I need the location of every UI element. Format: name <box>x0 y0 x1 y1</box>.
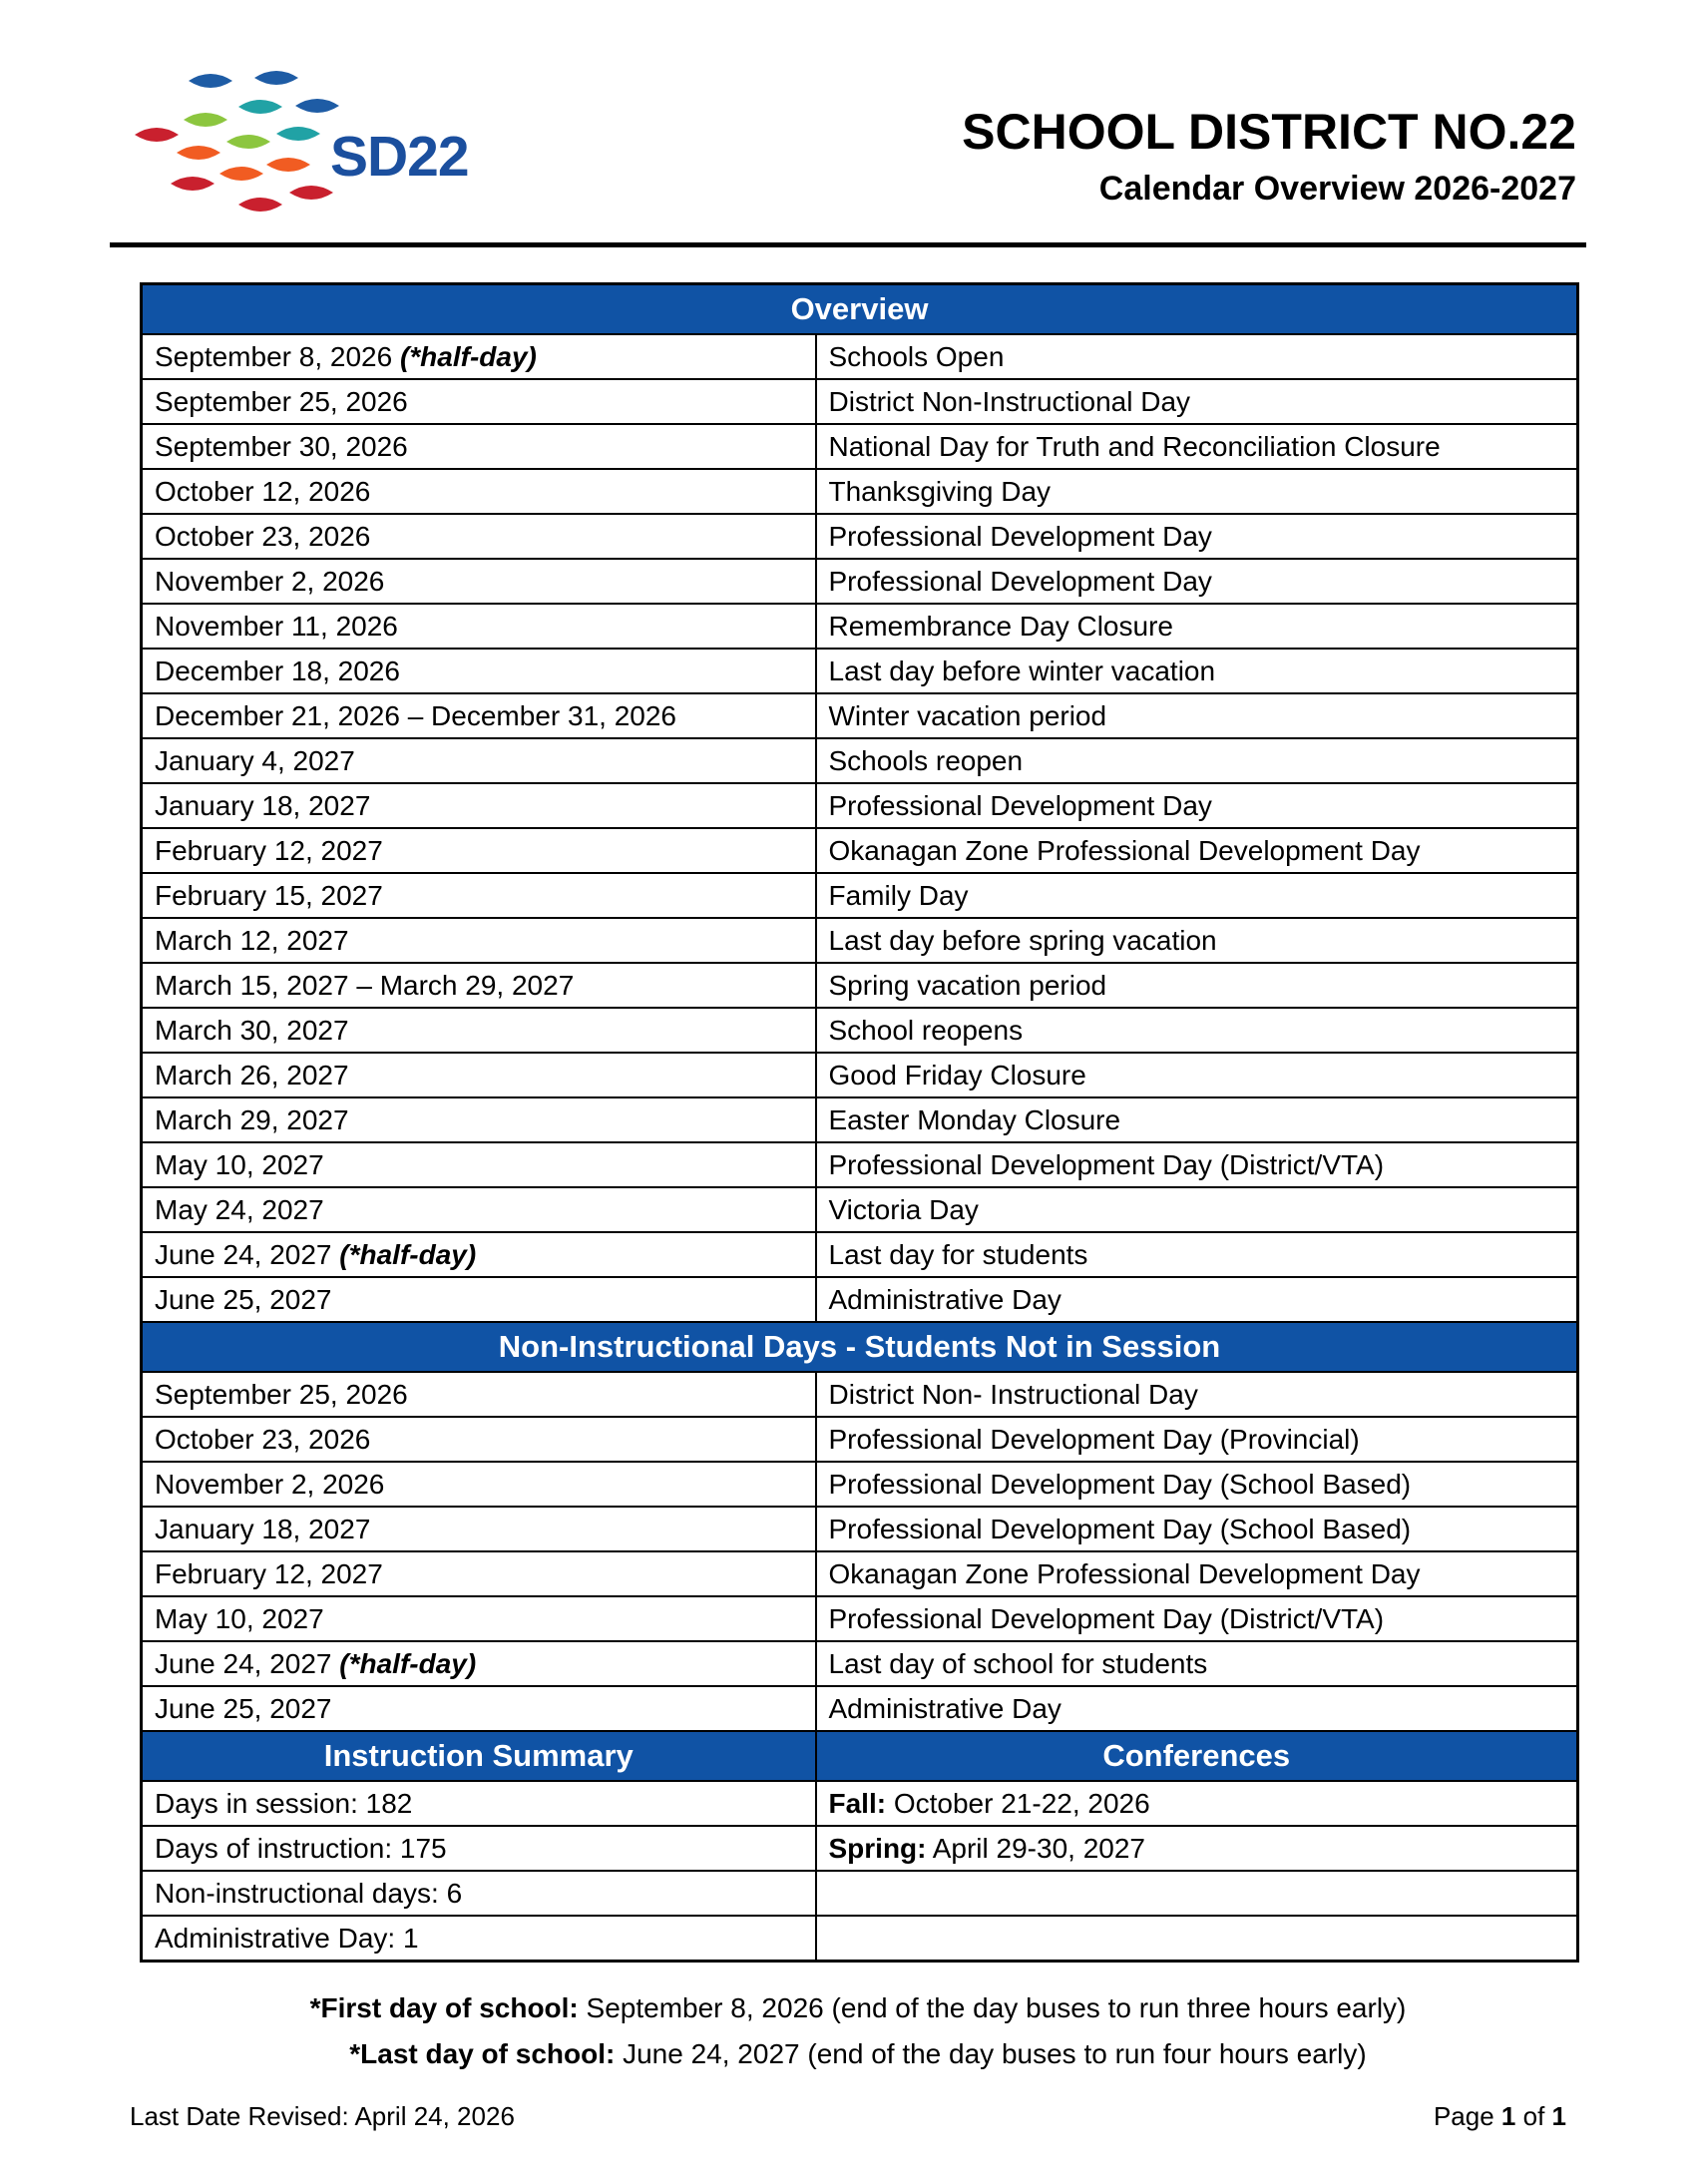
page-footer <box>130 2101 1566 2132</box>
overview-row <box>142 1142 1578 1187</box>
overview-row <box>142 1232 1578 1277</box>
half-day-note: (*half-day) <box>339 1238 477 1270</box>
date-cell: January 18, 2027 <box>142 783 816 828</box>
event-cell: School reopens <box>816 1008 1578 1053</box>
sd22-logo-text: SD22 <box>330 125 469 189</box>
page-total: 1 <box>1551 2101 1566 2131</box>
overview-row <box>142 604 1578 649</box>
conference-dates: October 21-22, 2026 <box>886 1787 1150 1819</box>
footnote-first-day <box>140 1985 1576 2031</box>
date-cell: October 12, 2026 <box>142 469 816 514</box>
event-cell: Thanksgiving Day <box>816 469 1578 514</box>
summary-row <box>142 1871 1578 1916</box>
event-cell: Professional Development Day <box>816 514 1578 559</box>
event-cell: Okanagan Zone Professional Development Day <box>816 1551 1578 1596</box>
overview-row <box>142 873 1578 918</box>
footnote-label: *Last day of school: <box>349 2038 616 2069</box>
date-cell: November 2, 2026 <box>142 1462 816 1507</box>
half-day-note: (*half-day) <box>399 340 537 372</box>
date-cell: September 30, 2026 <box>142 424 816 469</box>
date-cell: February 12, 2027 <box>142 828 816 873</box>
event-cell: Administrative Day <box>816 1277 1578 1322</box>
date-cell: October 23, 2026 <box>142 514 816 559</box>
event-cell: Professional Development Day <box>816 559 1578 604</box>
date-cell: February 15, 2027 <box>142 873 816 918</box>
summary-cell: Non-instructional days: 6 <box>142 1871 816 1916</box>
overview-row <box>142 1008 1578 1053</box>
event-cell: Professional Development Day (School Based) <box>816 1462 1578 1507</box>
half-day-note: (*half-day) <box>339 1647 477 1679</box>
date-cell: October 23, 2026 <box>142 1417 816 1462</box>
overview-row <box>142 469 1578 514</box>
date-cell: December 18, 2026 <box>142 649 816 693</box>
event-cell: Professional Development Day (School Based) <box>816 1507 1578 1551</box>
page-number-text <box>1434 2101 1566 2132</box>
event-cell: Professional Development Day (District/VTA) <box>816 1596 1578 1641</box>
date-cell: June 25, 2027 <box>142 1277 816 1322</box>
summary-cell: Days in session: 182 <box>142 1781 816 1826</box>
non-instructional-header-row <box>142 1322 1578 1372</box>
date-text: June 24, 2027 <box>155 1238 340 1270</box>
summary-cell: Administrative Day: 1 <box>142 1916 816 1962</box>
conference-cell <box>816 1781 1578 1826</box>
date-cell: November 11, 2026 <box>142 604 816 649</box>
event-cell: Last day before winter vacation <box>816 649 1578 693</box>
date-cell: November 2, 2026 <box>142 559 816 604</box>
date-cell: March 26, 2027 <box>142 1053 816 1097</box>
date-cell: March 12, 2027 <box>142 918 816 963</box>
overview-row <box>142 514 1578 559</box>
conference-dates: April 29-30, 2027 <box>926 1832 1145 1864</box>
event-cell: Professional Development Day <box>816 783 1578 828</box>
non-instructional-row <box>142 1686 1578 1731</box>
non-instructional-row <box>142 1641 1578 1686</box>
overview-row <box>142 379 1578 424</box>
conference-cell <box>816 1826 1578 1871</box>
title-block <box>962 104 1576 210</box>
overview-row <box>142 334 1578 379</box>
event-cell: Victoria Day <box>816 1187 1578 1232</box>
document-title: SCHOOL DISTRICT NO.22 <box>962 104 1576 160</box>
overview-row <box>142 918 1578 963</box>
date-cell <box>142 1641 816 1686</box>
conference-season-label: Fall: <box>828 1787 887 1819</box>
date-cell: September 25, 2026 <box>142 379 816 424</box>
overview-row <box>142 828 1578 873</box>
event-cell: National Day for Truth and Reconciliation Closure <box>816 424 1578 469</box>
event-cell: Last day of school for students <box>816 1641 1578 1686</box>
overview-row <box>142 1187 1578 1232</box>
overview-section-header: Overview <box>142 284 1578 335</box>
date-cell: March 15, 2027 – March 29, 2027 <box>142 963 816 1008</box>
page-current: 1 <box>1500 2101 1516 2131</box>
sd22-logo <box>135 58 614 232</box>
non-instructional-row <box>142 1372 1578 1417</box>
summary-header-row <box>142 1731 1578 1781</box>
empty-cell <box>816 1871 1578 1916</box>
non-instructional-row <box>142 1462 1578 1507</box>
date-cell: March 30, 2027 <box>142 1008 816 1053</box>
date-cell: September 25, 2026 <box>142 1372 816 1417</box>
date-text: September 8, 2026 <box>155 340 400 372</box>
event-cell: Good Friday Closure <box>816 1053 1578 1097</box>
date-cell: January 18, 2027 <box>142 1507 816 1551</box>
conference-season-label: Spring: <box>828 1832 927 1864</box>
calendar-table <box>140 282 1579 1963</box>
date-cell: January 4, 2027 <box>142 738 816 783</box>
summary-row <box>142 1781 1578 1826</box>
event-cell: District Non-Instructional Day <box>816 379 1578 424</box>
event-cell: Last day before spring vacation <box>816 918 1578 963</box>
summary-row <box>142 1826 1578 1871</box>
event-cell: Administrative Day <box>816 1686 1578 1731</box>
of-word: of <box>1515 2101 1552 2131</box>
empty-cell <box>816 1916 1578 1962</box>
date-cell: May 10, 2027 <box>142 1142 816 1187</box>
event-cell: Professional Development Day (District/VTA) <box>816 1142 1578 1187</box>
overview-row <box>142 1277 1578 1322</box>
event-cell: Family Day <box>816 873 1578 918</box>
event-cell: Easter Monday Closure <box>816 1097 1578 1142</box>
date-cell: May 10, 2027 <box>142 1596 816 1641</box>
non-instructional-row <box>142 1596 1578 1641</box>
overview-row <box>142 738 1578 783</box>
date-cell <box>142 1232 816 1277</box>
summary-row <box>142 1916 1578 1962</box>
footnote-text: June 24, 2027 (end of the day buses to run four hours early) <box>615 2038 1367 2069</box>
event-cell: Remembrance Day Closure <box>816 604 1578 649</box>
event-cell: District Non- Instructional Day <box>816 1372 1578 1417</box>
non-instructional-row <box>142 1417 1578 1462</box>
date-cell <box>142 334 816 379</box>
non-instructional-section-header: Non-Instructional Days - Students Not in Session <box>142 1322 1578 1372</box>
date-cell: February 12, 2027 <box>142 1551 816 1596</box>
overview-row <box>142 693 1578 738</box>
overview-row <box>142 963 1578 1008</box>
event-cell: Professional Development Day (Provincial) <box>816 1417 1578 1462</box>
event-cell: Last day for students <box>816 1232 1578 1277</box>
overview-row <box>142 783 1578 828</box>
date-cell: March 29, 2027 <box>142 1097 816 1142</box>
event-cell: Schools reopen <box>816 738 1578 783</box>
overview-row <box>142 424 1578 469</box>
overview-row <box>142 649 1578 693</box>
date-cell: June 25, 2027 <box>142 1686 816 1731</box>
date-cell: May 24, 2027 <box>142 1187 816 1232</box>
overview-row <box>142 1053 1578 1097</box>
non-instructional-row <box>142 1507 1578 1551</box>
page-word: Page <box>1433 2101 1501 2131</box>
date-cell: December 21, 2026 – December 31, 2026 <box>142 693 816 738</box>
date-text: June 24, 2027 <box>155 1647 340 1679</box>
footnote-last-day <box>140 2031 1576 2077</box>
last-revised-text: Last Date Revised: April 24, 2026 <box>130 2101 515 2131</box>
event-cell: Okanagan Zone Professional Development Day <box>816 828 1578 873</box>
event-cell: Schools Open <box>816 334 1578 379</box>
non-instructional-row <box>142 1551 1578 1596</box>
footnotes <box>140 1985 1576 2077</box>
instruction-summary-header: Instruction Summary <box>142 1731 816 1781</box>
document-subtitle: Calendar Overview 2026-2027 <box>1098 170 1576 208</box>
summary-cell: Days of instruction: 175 <box>142 1826 816 1871</box>
sd22-logo-leaves-icon <box>135 58 349 227</box>
footnote-label: *First day of school: <box>309 1992 579 2023</box>
footnote-text: September 8, 2026 (end of the day buses to run three hours early) <box>578 1992 1407 2023</box>
overview-header-row <box>142 284 1578 335</box>
header-rule <box>110 242 1586 247</box>
overview-row <box>142 559 1578 604</box>
event-cell: Winter vacation period <box>816 693 1578 738</box>
event-cell: Spring vacation period <box>816 963 1578 1008</box>
overview-row <box>142 1097 1578 1142</box>
conferences-header: Conferences <box>816 1731 1578 1781</box>
